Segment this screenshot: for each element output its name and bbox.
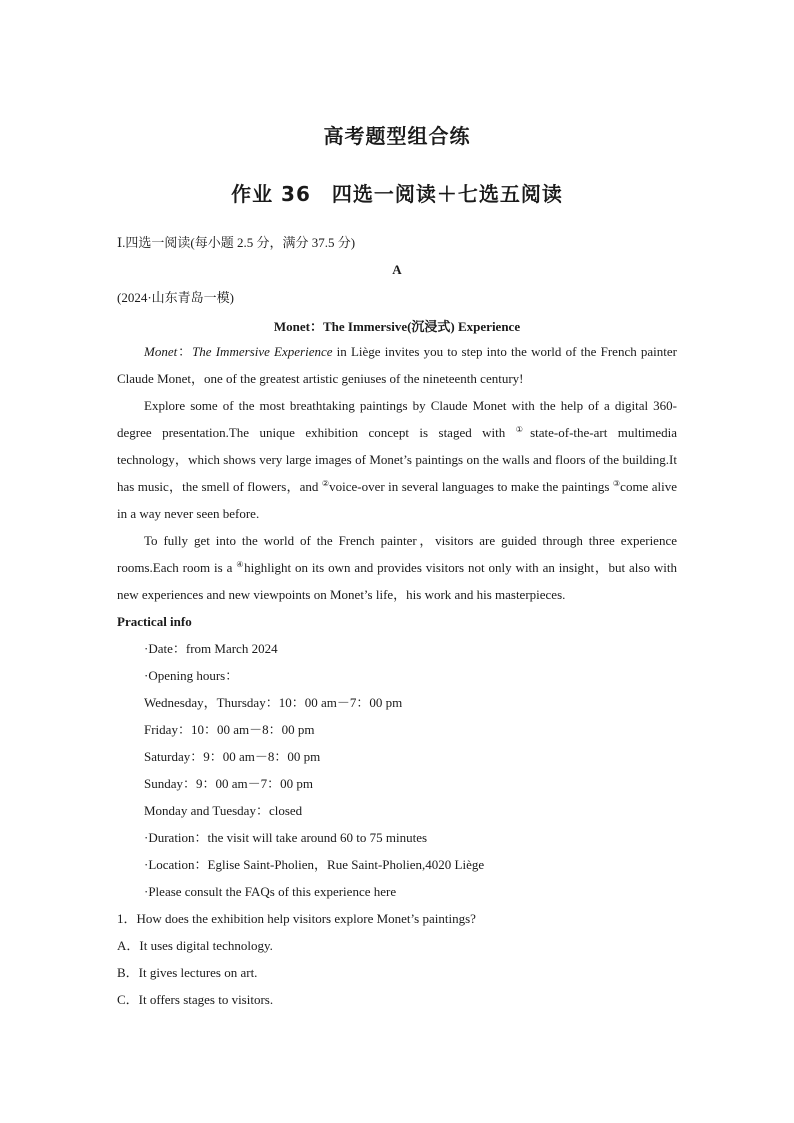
answer-option-c: C．It offers stages to visitors. — [117, 992, 274, 1007]
info-faq: ·Please consult the FAQs of this experience here — [144, 884, 397, 899]
hours-line: Saturday：9：00 am－8：00 pm — [144, 749, 321, 764]
passage-body — [117, 338, 677, 1013]
answer-option-b: B．It gives lectures on art. — [117, 965, 258, 980]
passage-letter: A — [392, 262, 402, 277]
marker-2: ② — [321, 479, 330, 488]
info-duration: ·Duration：the visit will take around 60 to 75 minutes — [144, 830, 428, 845]
paragraph-1: Monet：The Immersive Experience in Liège invites you to step into the world of the French painter Claude Monet，one of the greatest artistic geniuses of the nineteenth century! — [117, 344, 677, 386]
article-title: Monet：The Immersive(沉浸式) Experience — [273, 319, 521, 334]
marker-4: ④ — [236, 560, 245, 569]
paragraph-2: Explore some of the most breathtaking paintings by Claude Monet with the help of a digital 360-degree presentation.The unique exhibition concept is staged with ①state-of-the-art multimedia technology，which shows very large images of Monet’s paintings on the walls and floors of the building.It has music，the smell of flowers，and ②voice-over in several languages to make the paintings ③come alive in a way never seen before. — [117, 398, 678, 521]
document-title: 高考题型组合练 — [323, 124, 471, 148]
marker-1: ① — [515, 425, 531, 434]
marker-3: ③ — [612, 479, 621, 488]
section-heading: Ⅰ.四选一阅读(每小题 2.5 分，满分 37.5 分) — [117, 235, 356, 250]
answer-option-a: A．It uses digital technology. — [117, 938, 273, 953]
document-subtitle: 作业 36 四选一阅读＋七选五阅读 — [231, 182, 563, 206]
practical-info-heading: Practical info — [117, 614, 192, 629]
info-location: ·Location：Eglise Saint-Pholien，Rue Saint-Pholien,4020 Liège — [144, 857, 485, 872]
info-date: ·Date：from March 2024 — [144, 641, 278, 656]
italic-monet: Monet — [144, 344, 178, 359]
passage-source: (2024·山东青岛一模) — [117, 290, 234, 305]
hours-line: Monday and Tuesday：closed — [144, 803, 303, 818]
paragraph-3: To fully get into the world of the French painter，visitors are guided through three experience rooms.Each room is a ④highlight on its own and provides visitors not only with an insight，but also with new experiences and new viewpoints on Monet’s life，his work and his masterpieces. — [117, 533, 678, 602]
hours-line: Friday：10：00 am－8：00 pm — [144, 722, 315, 737]
hours-line: Sunday：9：00 am－7：00 pm — [144, 776, 313, 791]
question-stem: 1．How does the exhibition help visitors explore Monet’s paintings? — [117, 911, 476, 926]
italic-experience: The Immersive Experience — [192, 344, 333, 359]
info-hours-label: ·Opening hours： — [144, 668, 239, 683]
hours-line: Wednesday，Thursday：10：00 am－7：00 pm — [144, 695, 403, 710]
